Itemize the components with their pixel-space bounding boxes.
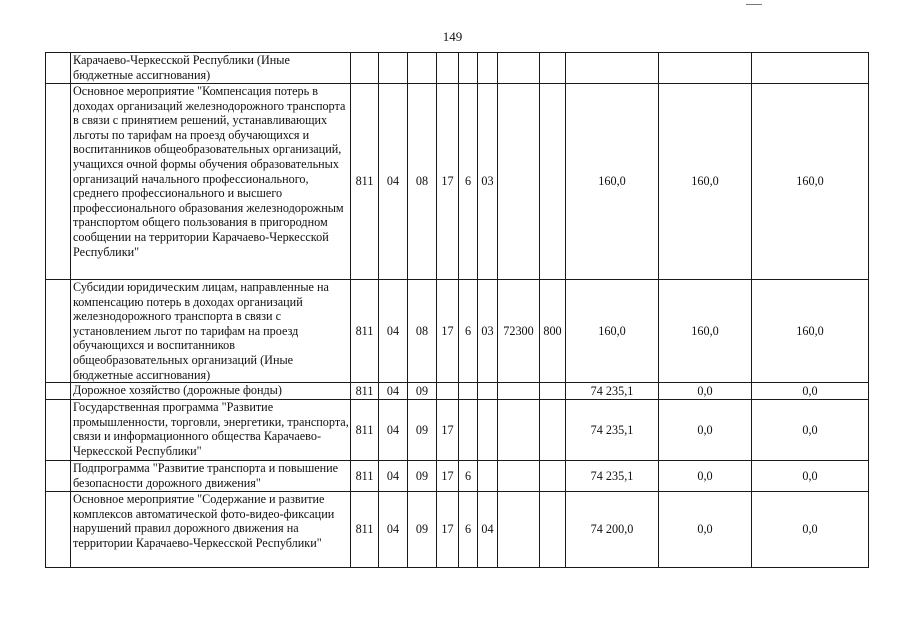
subprogram-code: 6	[459, 461, 478, 492]
sum-year-3: 0,0	[752, 383, 869, 400]
direction-code	[498, 461, 540, 492]
sum-year-1: 160,0	[566, 280, 659, 383]
sum-year-2: 0,0	[659, 383, 752, 400]
expense-type-code	[540, 492, 566, 568]
sum-year-2: 160,0	[659, 280, 752, 383]
section-code: 04	[379, 84, 408, 280]
sum-year-1: 74 235,1	[566, 400, 659, 461]
sum-year-3: 160,0	[752, 84, 869, 280]
section-code: 04	[379, 492, 408, 568]
sum-year-2: 0,0	[659, 492, 752, 568]
sum-year-3: 0,0	[752, 461, 869, 492]
sum-year-3: 160,0	[752, 280, 869, 383]
section-code: 04	[379, 400, 408, 461]
table-row	[46, 492, 869, 568]
subprogram-code: 6	[459, 280, 478, 383]
expense-type-code	[540, 383, 566, 400]
direction-code: 72300	[498, 280, 540, 383]
row-name: Основное мероприятие "Содержание и развитие комплексов автоматической фото-видео-фиксации нарушений правил дорожного движения на территории Карачаево-Черкесской Республики"	[71, 492, 351, 568]
subsection-code: 09	[408, 461, 437, 492]
activity-code	[478, 400, 498, 461]
expense-type-code: 800	[540, 280, 566, 383]
sum-year-2: 0,0	[659, 461, 752, 492]
ministry-code	[351, 53, 379, 84]
row-name: Субсидии юридическим лицам, направленные на компенсацию потерь в доходах организаций железнодорожного транспорта в связи с установлением льгот по тарифам на проезд обучающихся и воспитанников общеобразовательных организаций (Иные бюджетные ассигнования)	[71, 280, 351, 383]
program-code	[437, 383, 459, 400]
activity-code	[478, 461, 498, 492]
sum-year-3: 0,0	[752, 400, 869, 461]
subprogram-code	[459, 400, 478, 461]
subsection-code: 09	[408, 400, 437, 461]
sum-year-2: 160,0	[659, 84, 752, 280]
sum-year-1: 74 200,0	[566, 492, 659, 568]
activity-code	[478, 53, 498, 84]
program-code: 17	[437, 400, 459, 461]
row-name: Государственная программа "Развитие промышленности, торговли, энергетики, транспорта, связи и информационного общества Карачаево-Черкесской Республики"	[71, 400, 351, 461]
sum-year-3: 0,0	[752, 492, 869, 568]
subprogram-code: 6	[459, 492, 478, 568]
gutter-cell	[46, 53, 71, 84]
ministry-code: 811	[351, 84, 379, 280]
gutter-cell	[46, 492, 71, 568]
table-row	[46, 53, 869, 84]
row-name: Подпрограмма "Развитие транспорта и повышение безопасности дорожного движения"	[71, 461, 351, 492]
expense-type-code	[540, 400, 566, 461]
direction-code	[498, 53, 540, 84]
table-row	[46, 280, 869, 383]
activity-code: 03	[478, 280, 498, 383]
sum-year-1	[566, 53, 659, 84]
row-name: Карачаево-Черкесской Республики (Иные бюджетные ассигнования)	[71, 53, 351, 84]
gutter-cell	[46, 461, 71, 492]
activity-code: 03	[478, 84, 498, 280]
sum-year-3	[752, 53, 869, 84]
ministry-code: 811	[351, 400, 379, 461]
row-name: Основное мероприятие "Компенсация потерь в доходах организаций железнодорожного транспорта в связи с принятием решений, устанавливающих льготы по тарифам на проезд обучающихся и воспитанников общеобразовательных организаций, учащихся очной формы обучения образовательных организаций начального профессионального, среднего профессионального и высшего профессионального образования железнодорожным транспортом общего пользования в пригородном сообщении на территории Карачаево-Черкесской Республики"	[71, 84, 351, 280]
subsection-code: 08	[408, 84, 437, 280]
gutter-cell	[46, 84, 71, 280]
section-code: 04	[379, 383, 408, 400]
section-code: 04	[379, 461, 408, 492]
sum-year-2	[659, 53, 752, 84]
expense-type-code	[540, 53, 566, 84]
section-code	[379, 53, 408, 84]
program-code: 17	[437, 461, 459, 492]
gutter-cell	[46, 383, 71, 400]
expense-type-code	[540, 84, 566, 280]
program-code: 17	[437, 280, 459, 383]
expense-type-code	[540, 461, 566, 492]
ministry-code: 811	[351, 461, 379, 492]
sum-year-2: 0,0	[659, 400, 752, 461]
program-code: 17	[437, 492, 459, 568]
direction-code	[498, 400, 540, 461]
subsection-code: 08	[408, 280, 437, 383]
table-row	[46, 84, 869, 280]
ministry-code: 811	[351, 280, 379, 383]
subsection-code	[408, 53, 437, 84]
sum-year-1: 160,0	[566, 84, 659, 280]
activity-code	[478, 383, 498, 400]
table-row	[46, 383, 869, 400]
ministry-code: 811	[351, 383, 379, 400]
budget-table	[45, 52, 869, 568]
direction-code	[498, 84, 540, 280]
row-name: Дорожное хозяйство (дорожные фонды)	[71, 383, 351, 400]
scan-artifact	[746, 4, 762, 5]
gutter-cell	[46, 400, 71, 461]
page-number: 149	[442, 29, 463, 44]
subprogram-code	[459, 383, 478, 400]
subsection-code: 09	[408, 492, 437, 568]
program-code	[437, 53, 459, 84]
activity-code: 04	[478, 492, 498, 568]
program-code: 17	[437, 84, 459, 280]
sum-year-1: 74 235,1	[566, 461, 659, 492]
sum-year-1: 74 235,1	[566, 383, 659, 400]
gutter-cell	[46, 280, 71, 383]
table-row	[46, 461, 869, 492]
subsection-code: 09	[408, 383, 437, 400]
direction-code	[498, 492, 540, 568]
table-row	[46, 400, 869, 461]
ministry-code: 811	[351, 492, 379, 568]
subprogram-code: 6	[459, 84, 478, 280]
section-code: 04	[379, 280, 408, 383]
direction-code	[498, 383, 540, 400]
subprogram-code	[459, 53, 478, 84]
